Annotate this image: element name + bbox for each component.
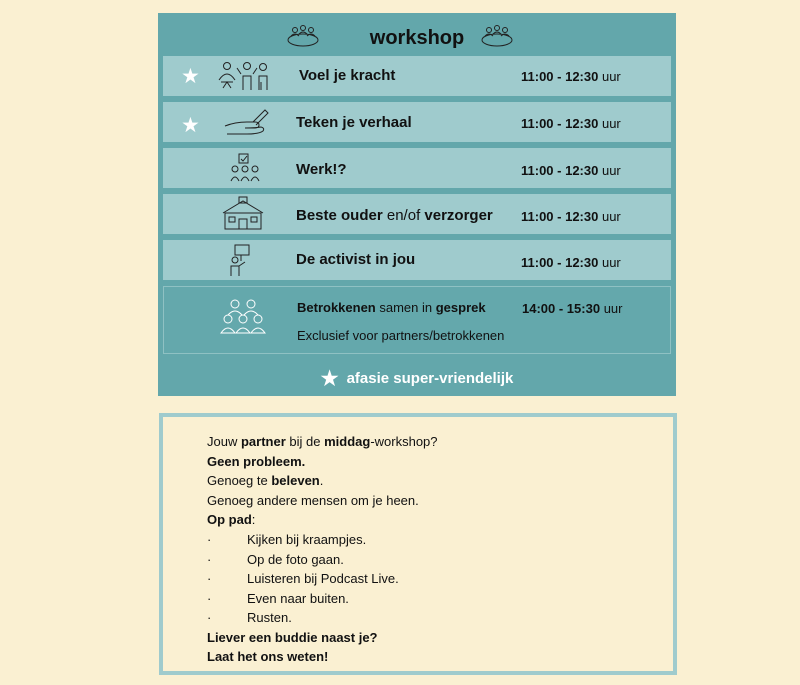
drawing-hand-icon (223, 108, 271, 138)
workshop-row (163, 286, 671, 354)
info-line: Genoeg andere mensen om je heen. (207, 493, 419, 508)
list-item: Luisteren bij Podcast Live. (247, 571, 399, 586)
workshop-time: 11:00 - 12:30 uur (521, 69, 621, 84)
info-line: Laat het ons weten! (207, 649, 329, 664)
work-icon (229, 153, 261, 185)
info-line: Op pad: (207, 512, 256, 527)
group-people-icon (220, 299, 266, 335)
workshop-time: 11:00 - 12:30 uur (521, 209, 621, 224)
info-line: Jouw partner bij de middag-workshop? (207, 434, 438, 449)
workshop-time: 14:00 - 15:30 uur (522, 301, 623, 316)
list-item: Rusten. (247, 610, 292, 625)
info-line: Geen probleem. (207, 454, 306, 469)
activist-megaphone-icon (225, 244, 257, 278)
info-line: Genoeg te beleven. (207, 473, 324, 488)
workshop-row (163, 102, 671, 142)
bullet-dot: · (207, 532, 212, 547)
star-icon: ★ (181, 114, 200, 137)
bullet-dot: · (207, 610, 212, 625)
workshop-row (163, 240, 671, 280)
workshop-title: Beste ouder en/of verzorger (296, 207, 493, 224)
workshop-time: 11:00 - 12:30 uur (521, 116, 621, 131)
bullet-dot: · (207, 571, 212, 586)
people-around-table-icon (480, 23, 514, 51)
star-icon: ★ (320, 368, 339, 390)
workshop-time: 11:00 - 12:30 uur (521, 163, 621, 178)
workshop-schedule (158, 13, 676, 396)
workshop-row (163, 148, 671, 188)
strength-people-icon (215, 60, 275, 92)
workshop-row (163, 56, 671, 96)
legend-label: afasie super-vriendelijk (346, 370, 514, 387)
school-building-icon (221, 197, 265, 231)
star-icon: ★ (181, 65, 200, 88)
workshop-title: De activist in jou (296, 251, 416, 268)
workshop-subtitle: Exclusief voor partners/betrokkenen (297, 328, 505, 343)
schedule-title: workshop (369, 27, 465, 49)
workshop-time: 11:00 - 12:30 uur (521, 255, 621, 270)
workshop-title: Teken je verhaal (296, 114, 412, 131)
bullet-dot: · (207, 552, 212, 567)
workshop-title: Werk!? (296, 161, 347, 178)
list-item: Op de foto gaan. (247, 552, 344, 567)
workshop-row (163, 194, 671, 234)
list-item: Even naar buiten. (247, 591, 349, 606)
workshop-title: Voel je kracht (299, 67, 396, 84)
info-line: Liever een buddie naast je? (207, 630, 378, 645)
afasie-friendly-legend (158, 361, 676, 396)
list-item: Kijken bij kraampjes. (247, 532, 367, 547)
partner-info-box (159, 413, 677, 675)
workshop-title: Betrokkenen samen in gesprek (297, 300, 486, 315)
bullet-dot: · (207, 591, 212, 606)
